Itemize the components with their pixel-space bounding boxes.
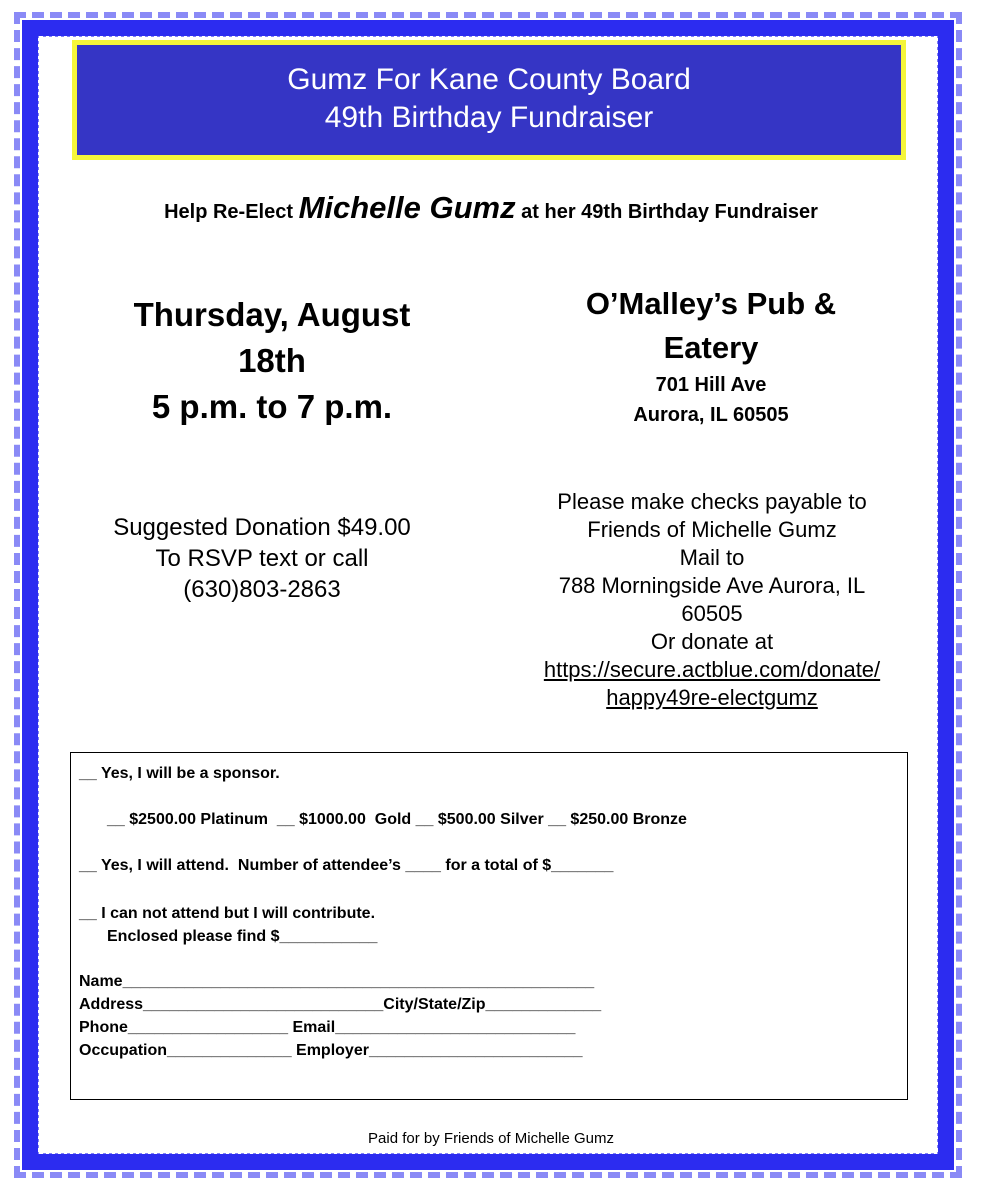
event-time: 5 p.m. to 7 p.m. bbox=[151, 388, 393, 425]
checks-line5: 60505 bbox=[681, 601, 743, 626]
sponsor-option: __ Yes, I will be a sponsor. bbox=[79, 765, 280, 782]
venue-city: Aurora, IL 60505 bbox=[633, 404, 789, 426]
event-date-line2: 18th bbox=[238, 342, 306, 379]
rsvp-phone: (630)803-2863 bbox=[183, 576, 341, 603]
address-field: Address___________________________City/State/Zip_____________ bbox=[79, 996, 602, 1013]
banner-title-line1: Gumz For Kane County Board bbox=[287, 63, 691, 96]
phone-email-field: Phone__________________ Email___________________________ bbox=[79, 1019, 576, 1036]
tagline bbox=[60, 190, 922, 226]
venue-name-line1: O’Malley’s Pub & bbox=[585, 286, 837, 321]
suggested-donation: Suggested Donation $49.00 bbox=[113, 514, 411, 541]
occupation-employer-field: Occupation______________ Employer________________________ bbox=[79, 1042, 583, 1059]
event-venue bbox=[520, 282, 902, 430]
event-datetime bbox=[92, 292, 452, 430]
check-info bbox=[508, 488, 916, 712]
checks-line3: Mail to bbox=[679, 545, 745, 570]
paid-for-disclaimer: Paid for by Friends of Michelle Gumz bbox=[368, 1130, 614, 1147]
event-date-line1: Thursday, August bbox=[133, 296, 411, 333]
sponsor-levels: __ $2500.00 Platinum __ $1000.00 Gold __ $500.00 Silver __ $250.00 Bronze bbox=[107, 811, 687, 828]
name-field: Name_____________________________________________________ bbox=[79, 973, 595, 990]
candidate-name: Michelle Gumz bbox=[298, 190, 516, 225]
enclosed-amount: Enclosed please find $___________ bbox=[107, 928, 378, 945]
attend-option: __ Yes, I will attend. Number of attendee’s ____ for a total of $_______ bbox=[79, 857, 614, 874]
rsvp-text: To RSVP text or call bbox=[155, 545, 369, 572]
checks-line2: Friends of Michelle Gumz bbox=[587, 517, 837, 542]
tagline-before: Help Re-Elect bbox=[164, 201, 299, 223]
donate-link-line2[interactable]: happy49re-electgumz bbox=[606, 685, 818, 710]
contribute-option: __ I can not attend but I will contribute. bbox=[79, 905, 376, 922]
venue-street: 701 Hill Ave bbox=[655, 374, 767, 396]
checks-line4: 788 Morningside Ave Aurora, IL bbox=[558, 573, 866, 598]
venue-name-line2: Eatery bbox=[663, 330, 759, 365]
banner-title-line2: 49th Birthday Fundraiser bbox=[324, 101, 654, 134]
donation-info bbox=[72, 512, 452, 605]
checks-line1: Please make checks payable to bbox=[557, 489, 867, 514]
response-form bbox=[70, 752, 908, 1100]
donate-link-line1[interactable]: https://secure.actblue.com/donate/ bbox=[543, 657, 881, 682]
tagline-after: at her 49th Birthday Fundraiser bbox=[515, 201, 818, 223]
title-banner bbox=[72, 40, 906, 160]
checks-line6: Or donate at bbox=[650, 629, 774, 654]
